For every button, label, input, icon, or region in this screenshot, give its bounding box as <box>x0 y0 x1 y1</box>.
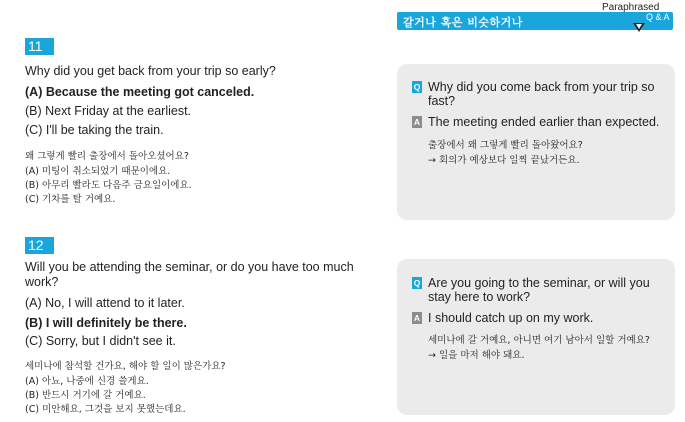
translation-a-12: (A) 아뇨, 나중에 신경 쓸게요. <box>25 376 149 387</box>
option-a-12: (A) No, I will attend to it later. <box>25 296 185 310</box>
qa-label: Q & A <box>646 12 670 22</box>
option-c-11: (C) I'll be taking the train. <box>25 123 164 137</box>
translation-c-12: (C) 미안해요, 그것을 보지 못했는데요. <box>25 404 186 415</box>
down-triangle-inner <box>636 24 642 29</box>
translation-question-12: 세미나에 참석할 건가요, 해야 할 일이 많은가요? <box>25 361 226 372</box>
option-b-12: (B) I will definitely be there. <box>25 316 187 330</box>
paraphrase-ko-question-11: 출장에서 왜 그렇게 빨리 돌아왔어요? <box>428 140 583 151</box>
translation-b-11: (B) 아무리 빨라도 다음주 금요일이에요. <box>25 180 192 191</box>
paraphrase-answer-12: I should catch up on my work. <box>428 311 594 325</box>
option-b-11: (B) Next Friday at the earliest. <box>25 104 192 118</box>
paraphrase-ko-answer-11: → 회의가 예상보다 일찍 끝났거든요. <box>428 155 580 166</box>
option-a-11: (A) Because the meeting got canceled. <box>25 85 255 99</box>
option-c-12: (C) Sorry, but I didn't see it. <box>25 334 176 348</box>
q-badge-11: Q <box>413 82 421 92</box>
a-badge-12: A <box>413 313 421 323</box>
paraphrase-question-12: Are you going to the seminar, or will you stay here to work? <box>428 276 650 304</box>
paraphrase-question-11: Why did you come back from your trip so fast? <box>428 80 655 108</box>
translation-c-11: (C) 기차를 탈 거예요. <box>25 194 116 205</box>
question-text-12: Will you be attending the seminar, or do you have too much work? <box>25 260 354 289</box>
paraphrase-ko-answer-12: → 일을 마저 해야 돼요. <box>428 350 525 361</box>
translation-b-12: (B) 반드시 거기에 갈 거예요. <box>25 390 146 401</box>
paraphrased-label: Paraphrased <box>602 2 660 13</box>
paraphrase-answer-11: The meeting ended earlier than expected. <box>428 115 660 129</box>
translation-question-11: 왜 그렇게 빨리 출장에서 돌아오셨어요? <box>25 151 189 162</box>
question-number-12: 12 <box>25 237 54 254</box>
translation-a-11: (A) 미팅이 취소되었기 때문이에요. <box>25 166 171 177</box>
paraphrase-ko-question-12: 세미나에 갈 거예요, 아니면 여기 남아서 일할 거예요? <box>428 335 650 346</box>
q-badge-12: Q <box>413 278 421 288</box>
question-text-11: Why did you get back from your trip so early? <box>25 64 276 78</box>
a-badge-11: A <box>413 117 421 127</box>
question-number-11: 11 <box>25 38 54 55</box>
banner-title: 갈거나 혹은 비슷하거나 <box>403 16 523 29</box>
